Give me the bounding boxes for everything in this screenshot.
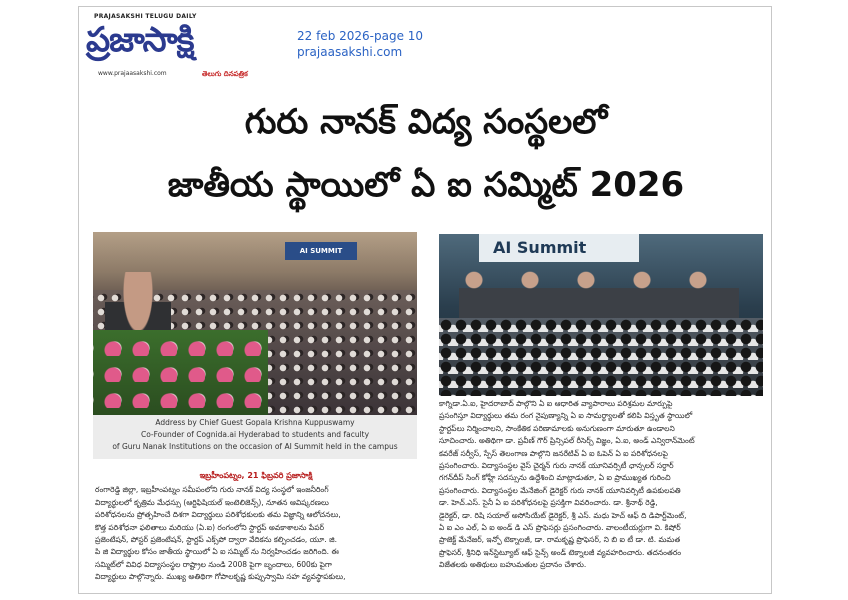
date-page: 22 feb 2026-page 10 [297,29,424,43]
article-line: డా. హెచ్.ఎస్. సైనీ ఏ ఐ పరిశోధనలపై ప్రసక్తిగా వివరించారు. డా. శ్రీనాథ్ రెడ్డి, [439,498,658,508]
article-line: సమ్మిట్‌లో వివిధ విద్యాసంస్థల రాష్ట్రాల నుండి 2008 పైగా బృందాలు, 600కు పైగా [95,559,332,569]
article-line: ప్రజెంటేషన్, పోస్టర్ ప్రజెంటేషన్, స్టార్టప్ ఎక్స్‌పో ద్వారా వేదికను కల్పించడం, యూ. జి. [95,535,337,545]
article-line: ప్రొఫెసర్, శ్రీనిధి ఇన్‌స్టిట్యూట్ ఆఫ్ సైన్స్ అండ్ టెక్నాలజీ వ్యవహరించారు. తదనంతరం [439,547,682,557]
caption-line: of Guru Nanak Institutions on the occasion of AI Summit held in the campus [112,442,398,451]
article-line: కొత్త పరిశోధనా ఫలితాలు మరియు (ఏ.ఐ) రంగంలోని స్టార్టప్ అవకాశాలను పేపర్ [95,522,325,532]
article-column-left [95,470,417,584]
newspaper-clipping [78,6,772,594]
article-dateline: ఇబ్రహీంపట్నం, 21 ఫిబ్రవరి ప్రజాసాక్షి [199,471,313,480]
article-line: ప్రసంగించారు. విద్యాసంస్థల మేనేజింగ్ డైరెక్టర్ గురు నానక్ యూనివర్సిటీ ఉపకులపతి [439,485,681,495]
article-line: ప్రసంగిస్తూ విద్యార్థులు తమ రంగ నైపుణ్యాన్ని ఏ ఐ సామర్థ్యాలతో కలిపి విస్తృత స్థాయిలో [439,411,693,421]
masthead-logo [84,12,284,82]
caption-line: Co-Founder of Cognida.ai Hyderabad to students and faculty [140,430,370,439]
article-line: రంగారెడ్డి జిల్లా, ఇబ్రహీంపట్నం సమీపంలోని గురు నానక్ విద్య సంస్థలో ఇంజనీరింగ్ [95,485,329,495]
photo-caption [93,415,417,459]
masthead-url: www.prajaasakshi.com [98,70,167,77]
flower-podium [93,330,268,415]
caption-line: Address by Chief Guest Gopala Krishna Kuppuswamy [155,418,355,427]
summit-banner: AI SUMMIT [285,242,357,260]
headline-line-2: జాతీయ స్థాయిలో ఏ ఐ సమ్మిట్ 2026 [167,165,685,205]
headline-line-1: గురు నానక్ విద్య సంస్థలలో [244,102,608,142]
article-line: ఏ ఐ ఎం ఎల్, ఏ ఐ అండ్ డి ఎస్ ప్రొఫెసర్లు ప్రసంగించారు. వాలంటీయర్లుగా వి. కిషోర్ [439,523,681,533]
speaker-photo [93,232,417,415]
article-column-right [439,398,763,572]
article-line: విద్యార్థులలో కృత్రిమ మేధస్సు (ఆర్టిఫిషియల్ ఇంటెలిజెన్స్), నూతన ఆవిష్కరణలు [95,497,329,507]
article-line: పరిశోధనలను ప్రోత్సహించే దిశగా విద్యార్థులు పరిశోధకులకు తమ విజ్ఞాన్ని ఆలోచనలు, [95,510,341,520]
site-link: prajaasakshi.com [297,45,403,59]
panel-guests [459,266,739,320]
article-line: విద్యార్థులు పాల్గొన్నారు. ముఖ్య అతిథిగా గోపాలకృష్ణ కుప్పుస్వామి సహ వ్యవస్థాపకులు, [95,572,346,582]
article-line: గగన్‌దీప్ సింగ్ కోహ్లీ సదస్సును ఉద్దేశించి మాట్లాడుతూ, ఏ ఐ ప్రాముఖ్యత గురించి [439,473,671,483]
masthead-topline: PRAJASAKSHI TELUGU DAILY [94,13,197,20]
article-line: విజేతలకు అతిథులు బహుమతుల ప్రదానం చేశారు. [439,560,587,570]
article-line: సూచించారు. అతిథిగా డా. ప్రవీణ్ గౌర్ ప్రిన్సిపల్ రీసెర్చ్ విజ్ఞం, ఏ.ఐ, అండ్ ఎన్విరాన్‌మెంట్ [439,436,695,446]
newspaper-logo: ప్రజాసాక్షి [86,20,194,60]
masthead-tagline: తెలుగు దినపత్రిక [202,70,248,78]
article-line: కవరేజ్ సర్వీస్, స్పేస్ తెలంగాణ పాల్గొని జనరేటివ్ ఏ ఐ ఓపెన్ ఏ ఐ పరిశోధనలపై [439,448,668,458]
article-line: ప్రాజెక్ట్ మేనేజర్, ఇన్ఫో టెక్నాలజీ, డా. రామకృష్ణ ప్రొఫెసర్, ని బి ఐ టీ డా. టి. మమత [439,535,681,545]
article-line: ప్రసంగించారు. విద్యాసంస్థల వైస్ చైర్మన్ గురు నానక్ యూనివర్సిటీ ఛాన్సలర్ సర్దార్ [439,461,674,471]
summit-screen: AI Summit [479,234,639,262]
article-line: కాగ్నిడా.ఏ.ఐ, హైదరాబాద్ పాల్గొని ఏ ఐ ఆధారిత వ్యాపారాలు పరిశ్రమల మార్పుపై [439,399,673,408]
article-line: స్టార్టప్‌లు నిర్మించాలని, సాంకేతిక పరిణామాలకు అనుగుణంగా మారుతూ ఉండాలని [439,423,675,433]
student-audience [439,318,763,396]
panel-photo [439,234,763,396]
dateline [297,28,423,60]
article-line: డైరెక్టర్, డా. రిషి సయాల్ అసోసియేట్ డైరెక్టర్, శ్రీ ఎస్. మధు హెచ్ ఆఫ్ ది డిపార్ట్‌మెంట్, [439,510,687,520]
article-line: పి జి విద్యార్థుల కోసం జాతీయ స్థాయిలో ఏ ఐ సమ్మిట్ ను నిర్వహించడం జరిగింది. ఈ [95,547,339,557]
